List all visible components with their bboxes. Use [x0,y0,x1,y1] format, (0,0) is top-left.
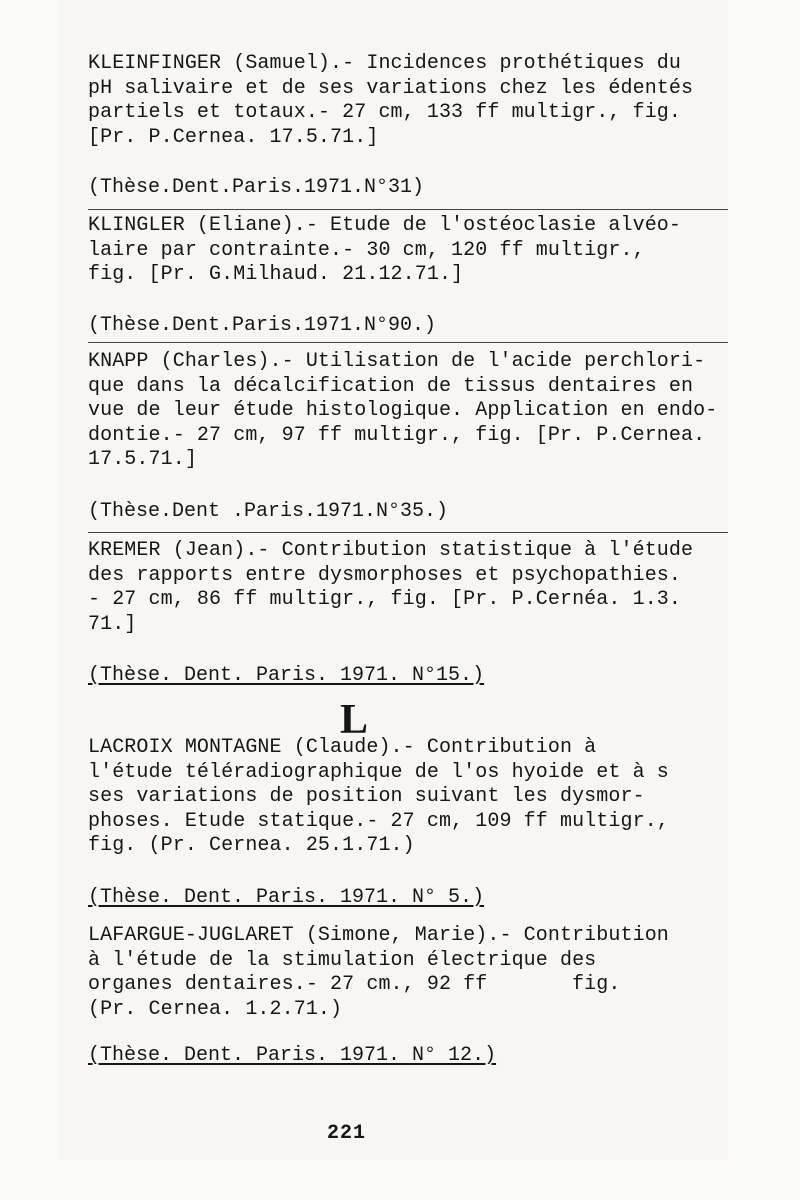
entry-line: des rapports entre dysmorphoses et psychopathies. [88,563,681,587]
entry-line: ses variations de position suivant les dysmor- [88,785,645,808]
entry-line: pH salivaire et de ses variations chez les édentés [88,76,694,100]
entry-line: 71.] [88,612,137,636]
entry-line: [Pr. P.Cernea. 17.5.71.] [88,125,379,149]
entry-line: KREMER (Jean).- Contribution statistique à l'étude [88,539,694,562]
entry-line: fig. [Pr. G.Milhaud. 21.12.71.] [88,263,464,286]
section-letter: L [340,697,369,743]
entry-line: KLINGLER (Eliane).- Etude de l'ostéoclasie alvéo- [88,214,681,237]
entry-line: fig. (Pr. Cernea. 25.1.71.) [88,834,415,857]
thesis-reference: (Thèse.Dent.Paris.1971.N°31) [88,176,425,199]
bibliography-entry-klingler [88,214,728,288]
entry-line: organes dentaires.- 27 cm., 92 ff fig. [88,973,621,996]
bibliography-entry-kleinfinger [88,52,728,150]
entry-line: (Pr. Cernea. 1.2.71.) [88,997,343,1021]
entry-line: phoses. Etude statique.- 27 cm, 109 ff multigr., [88,809,669,833]
page-number: 221 [327,1122,367,1145]
bibliography-entry-lacroix-montagne [88,736,728,859]
entry-line: l'étude téléradiographique de l'os hyoide et à s [88,760,669,784]
entry-line: laire par contrainte.- 30 cm, 120 ff multigr., [88,238,645,262]
thesis-reference: (Thèse.Dent.Paris.1971.N°90.) [88,314,437,337]
entry-line: à l'étude de la stimulation électrique des [88,948,597,972]
entry-line: que dans la décalcification de tissus dentaires en [88,374,694,398]
entry-line: LACROIX MONTAGNE (Claude).- Contribution à [88,736,597,759]
bibliography-entry-kremer [88,539,728,637]
entry-line: LAFARGUE-JUGLARET (Simone, Marie).- Contribution [88,924,669,947]
thesis-reference: (Thèse.Dent .Paris.1971.N°35.) [88,500,449,523]
entry-line: dontie.- 27 cm, 97 ff multigr., fig. [Pr. P.Cernea. [88,423,706,447]
separator-line [88,209,728,210]
entry-line: KNAPP (Charles).- Utilisation de l'acide perchlori- [88,350,706,373]
entry-line: partiels et totaux.- 27 cm, 133 ff multigr., fig. [88,101,681,124]
entry-line: vue de leur étude histologique. Application en endo- [88,399,718,422]
entry-line: - 27 cm, 86 ff multigr., fig. [Pr. P.Cernéa. 1.3. [88,588,681,611]
thesis-reference: (Thèse. Dent. Paris. 1971. N°15.) [88,664,485,687]
entry-line: 17.5.71.] [88,448,197,471]
bibliography-entry-knapp [88,350,728,473]
separator-line [88,532,728,533]
bibliography-entry-lafargue-juglaret [88,924,728,1022]
thesis-reference: (Thèse. Dent. Paris. 1971. N° 5.) [88,886,485,909]
separator-line [88,342,728,343]
entry-line: KLEINFINGER (Samuel).- Incidences prothétiques du [88,52,681,75]
thesis-reference: (Thèse. Dent. Paris. 1971. N° 12.) [88,1044,497,1067]
